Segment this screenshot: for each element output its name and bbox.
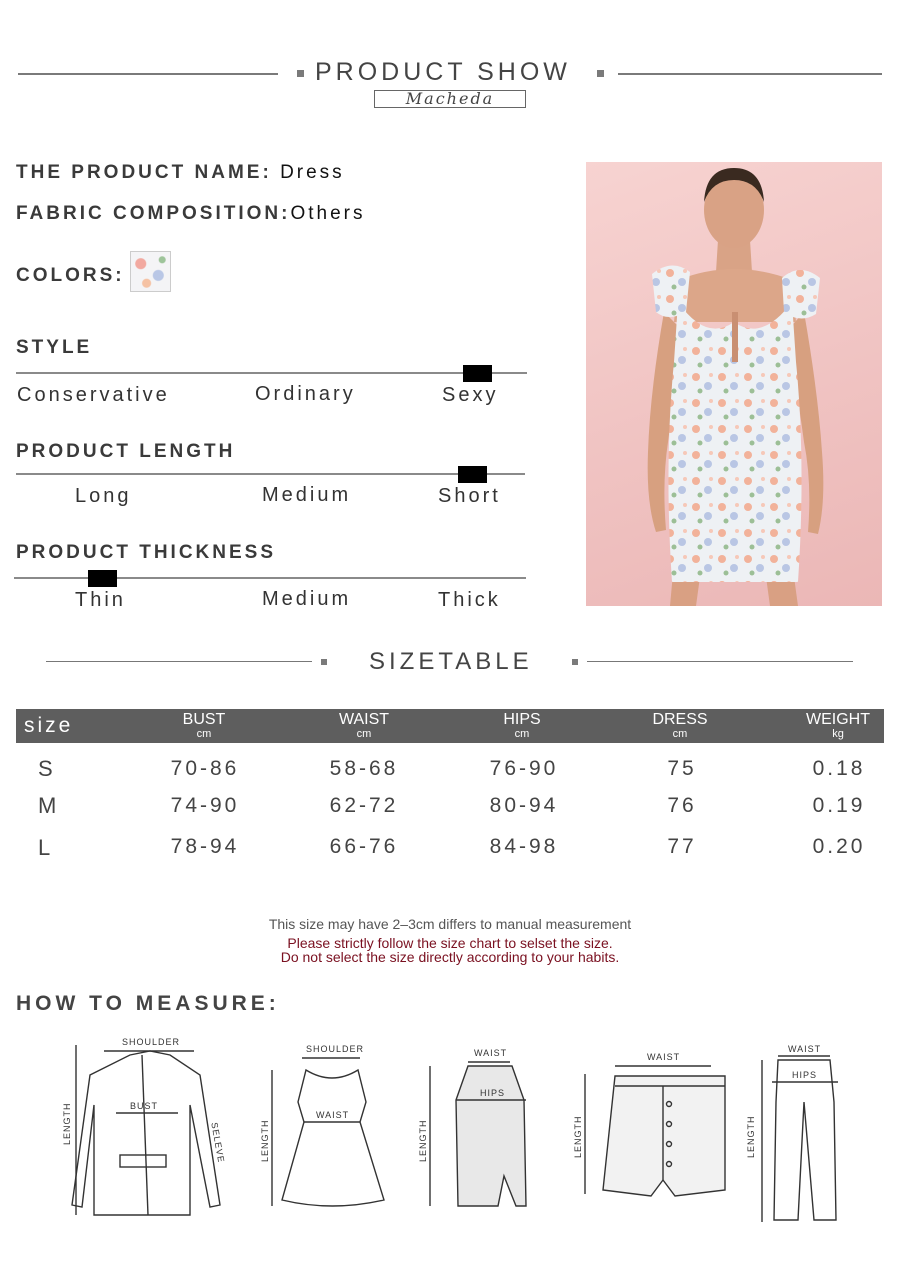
pants-waist-label: WAIST	[788, 1044, 822, 1054]
measurement-note: This size may have 2–3cm differs to manual measurement	[268, 916, 632, 932]
jacket-length-label: LENGTH	[62, 1102, 72, 1145]
colors-row	[16, 265, 125, 287]
dress-length-label: LENGTH	[260, 1119, 270, 1162]
product-name-value: Dress	[280, 162, 345, 183]
length-option-medium: Medium	[262, 484, 352, 506]
style-option-ordinary: Ordinary	[255, 383, 356, 405]
thickness-option-thick: Thick	[438, 589, 501, 611]
length-scale-line	[16, 473, 525, 475]
sizetable-title: SIZETABLE	[369, 648, 533, 675]
cell-s-dress: 75	[667, 757, 697, 780]
colors-label: COLORS:	[16, 265, 125, 286]
thickness-option-thin: Thin	[75, 589, 126, 611]
product-photo	[586, 162, 882, 606]
cell-m-hips: 80-94	[489, 794, 559, 817]
dress-header-unit: cm	[672, 728, 688, 740]
product-name-row	[16, 162, 345, 184]
cell-m-waist: 62-72	[329, 794, 399, 817]
header-rule-right	[618, 73, 882, 75]
cell-l-weight: 0.20	[812, 835, 866, 858]
style-option-conservative: Conservative	[17, 384, 170, 406]
cell-s-bust: 70-86	[170, 757, 240, 780]
style-title: STYLE	[16, 337, 93, 358]
fabric-label: FABRIC COMPOSITION:	[16, 203, 291, 224]
weight-column-header	[798, 712, 878, 740]
bust-header-unit: cm	[196, 728, 212, 740]
pants-length-label: LENGTH	[746, 1115, 756, 1158]
hips-header-name: HIPS	[503, 711, 541, 728]
hips-column-header	[482, 712, 562, 740]
style-scale-line	[16, 372, 527, 374]
color-swatch-floral[interactable]	[130, 251, 171, 292]
length-title: PRODUCT LENGTH	[16, 441, 236, 462]
cell-l-bust: 78-94	[170, 835, 240, 858]
skirt-measure-diagram	[412, 1046, 542, 1216]
size-warning-2: Do not select the size directly according to your habits.	[280, 949, 620, 965]
jacket-shoulder-label: SHOULDER	[122, 1037, 181, 1047]
header-dot-left	[297, 70, 304, 77]
waist-column-header	[324, 712, 404, 740]
hips-header-unit: cm	[514, 728, 530, 740]
size-row-label-m: M	[38, 793, 57, 818]
cell-l-dress: 77	[667, 835, 697, 858]
shorts-measure-diagram	[575, 1050, 735, 1200]
length-option-short: Short	[438, 485, 501, 507]
dress-column-header	[640, 712, 720, 740]
cell-s-hips: 76-90	[489, 757, 559, 780]
size-row-label-s: S	[38, 756, 53, 781]
cell-l-waist: 66-76	[329, 835, 399, 858]
skirt-waist-label: WAIST	[474, 1048, 508, 1058]
sizetable-dot-right	[572, 659, 578, 665]
brand-logo: Macheda	[374, 90, 526, 108]
length-option-long: Long	[75, 485, 132, 507]
cell-l-hips: 84-98	[489, 835, 559, 858]
sizetable-dot-left	[321, 659, 327, 665]
dress-waist-label: WAIST	[316, 1110, 350, 1120]
product-name-label: THE PRODUCT NAME:	[16, 162, 272, 183]
size-table-header	[16, 709, 884, 743]
cell-s-weight: 0.18	[812, 757, 866, 780]
how-to-measure-title: HOW TO MEASURE:	[16, 992, 280, 1015]
length-scale-marker	[458, 466, 487, 483]
cell-m-weight: 0.19	[812, 794, 866, 817]
shorts-length-label: LENGTH	[573, 1115, 583, 1158]
thickness-option-medium: Medium	[262, 588, 352, 610]
bust-header-name: BUST	[182, 711, 226, 728]
thickness-title: PRODUCT THICKNESS	[16, 542, 277, 563]
dress-header-name: DRESS	[652, 711, 708, 728]
size-warning-1: Please strictly follow the size chart to selset the size.	[287, 935, 613, 951]
cell-m-bust: 74-90	[170, 794, 240, 817]
pants-hips-label: HIPS	[792, 1070, 818, 1080]
page-title: PRODUCT SHOW	[315, 58, 571, 86]
waist-header-unit: cm	[356, 728, 372, 740]
fabric-value: Others	[290, 203, 366, 224]
cell-m-dress: 76	[667, 794, 697, 817]
dress-shoulder-label: SHOULDER	[306, 1044, 365, 1054]
style-scale-marker	[463, 365, 492, 382]
cell-s-waist: 58-68	[329, 757, 399, 780]
size-column-header: size	[24, 714, 74, 737]
fabric-row	[16, 203, 365, 225]
shorts-waist-label: WAIST	[647, 1052, 681, 1062]
waist-header-name: WAIST	[338, 711, 390, 728]
dress-measure-diagram	[262, 1042, 392, 1212]
style-option-sexy: Sexy	[442, 384, 499, 406]
model-illustration	[586, 162, 882, 606]
bust-column-header	[164, 712, 244, 740]
thickness-scale-marker	[88, 570, 117, 587]
weight-header-unit: kg	[832, 728, 844, 740]
sizetable-rule-right	[587, 661, 853, 662]
jacket-sleeve-label: SELEVE	[209, 1121, 227, 1164]
pants-measure-diagram	[746, 1042, 850, 1224]
jacket-measure-diagram	[60, 1035, 235, 1220]
skirt-hips-label: HIPS	[480, 1088, 506, 1098]
sizetable-rule-left	[46, 661, 312, 662]
jacket-bust-label: BUST	[130, 1101, 159, 1111]
skirt-length-label: LENGTH	[418, 1119, 428, 1162]
header-dot-right	[597, 70, 604, 77]
header-rule-left	[18, 73, 278, 75]
weight-header-name: WEIGHT	[806, 711, 870, 728]
size-row-label-l: L	[38, 835, 51, 860]
